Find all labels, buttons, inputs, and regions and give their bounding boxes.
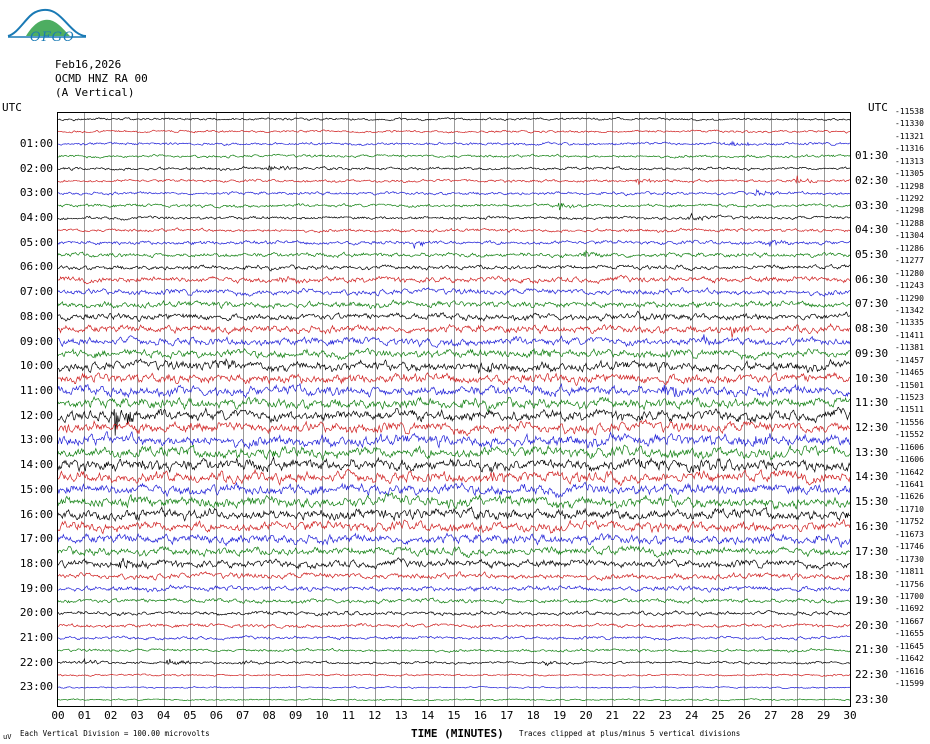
logo-text: OFGO xyxy=(30,30,75,45)
seismic-trace xyxy=(58,457,850,472)
scale-value: -11523 xyxy=(895,393,924,402)
hour-label-left: 06:00 xyxy=(19,260,53,274)
clip-note: Traces clipped at plus/minus 5 vertical divisions xyxy=(519,729,741,738)
hour-label-right: 17:30 xyxy=(855,544,889,558)
x-tick-label: 18 xyxy=(526,709,540,722)
x-tick-label: 15 xyxy=(447,709,461,722)
seismic-trace xyxy=(58,659,850,666)
scale-value: -11606 xyxy=(895,455,924,465)
seismic-trace xyxy=(58,334,850,347)
trace-canvas xyxy=(58,113,850,706)
x-tick-label: 26 xyxy=(737,709,752,722)
seismic-trace xyxy=(58,166,850,171)
hour-label-left: 19:00 xyxy=(19,581,53,595)
x-tick-label: 28 xyxy=(790,709,804,722)
utc-label-left: UTC xyxy=(2,101,22,114)
hour-label-left: 21:00 xyxy=(19,631,53,645)
scale-value: -11305 xyxy=(895,169,924,179)
x-axis-title: TIME (MINUTES) xyxy=(411,727,504,740)
scale-note: Each Vertical Division = 100.00 microvolts xyxy=(20,729,210,738)
scale-value: -11552 xyxy=(895,430,924,440)
hour-label-right: 01:30 xyxy=(855,149,889,163)
scale-value: -11298 xyxy=(895,181,924,191)
scale-value: -11313 xyxy=(895,156,924,166)
scale-value: -11756 xyxy=(895,579,924,589)
x-tick-label: 13 xyxy=(394,709,408,722)
hour-label-right: 06:30 xyxy=(855,272,889,286)
hour-label-right: 20:30 xyxy=(855,618,889,632)
seismic-trace xyxy=(58,623,850,628)
seismic-trace xyxy=(58,348,850,359)
scale-value: -11746 xyxy=(895,542,924,552)
seismic-trace xyxy=(58,610,850,616)
hour-label-left: 22:00 xyxy=(19,655,53,669)
hour-label-right: 22:30 xyxy=(855,668,889,682)
x-tick-label: 23 xyxy=(658,709,672,722)
seismic-trace xyxy=(58,176,850,184)
hour-label-left: 05:00 xyxy=(19,235,53,249)
x-tick-label: 03 xyxy=(130,709,144,722)
hour-label-left: 08:00 xyxy=(19,309,53,323)
scale-value: -11606 xyxy=(895,442,924,452)
hour-label-right: 15:30 xyxy=(855,495,889,509)
seismic-trace xyxy=(58,324,850,338)
scale-value: -11556 xyxy=(895,417,924,427)
x-tick-label: 20 xyxy=(579,709,593,722)
hour-label-left: 10:00 xyxy=(19,359,53,373)
seismic-trace xyxy=(58,445,850,460)
seismic-trace xyxy=(58,533,850,547)
seismic-trace xyxy=(58,520,850,534)
x-tick-label: 04 xyxy=(156,709,171,722)
hour-label-right: 05:30 xyxy=(855,248,889,262)
seismic-trace xyxy=(58,507,850,521)
seismic-trace xyxy=(58,397,850,412)
scale-value: -11700 xyxy=(895,591,924,601)
scale-value: -11335 xyxy=(895,318,924,328)
hour-label-right: 18:30 xyxy=(855,569,889,583)
hour-label-left: 15:00 xyxy=(19,482,53,496)
x-tick-label: 00 xyxy=(51,709,65,722)
x-tick-label: 12 xyxy=(368,709,382,722)
seismic-trace xyxy=(58,288,850,297)
hour-label-left: 04:00 xyxy=(19,211,53,224)
seismic-trace xyxy=(58,493,850,509)
seismic-trace xyxy=(58,275,850,284)
scale-value: -11290 xyxy=(895,293,924,303)
x-tick-label: 07 xyxy=(236,709,250,722)
scale-value: -11292 xyxy=(895,194,924,204)
x-tick-label: 02 xyxy=(104,709,118,722)
scale-value: -11626 xyxy=(895,492,924,502)
scale-value: -11501 xyxy=(895,380,924,390)
hour-label-right: 09:30 xyxy=(855,346,889,360)
seismic-trace xyxy=(58,190,850,196)
scale-value: -11277 xyxy=(895,256,924,266)
scale-value: -11710 xyxy=(895,504,924,514)
x-tick-label: 25 xyxy=(711,709,725,722)
seismic-trace xyxy=(58,240,850,248)
scale-value: -11655 xyxy=(895,629,924,639)
scale-value: -11381 xyxy=(895,343,924,353)
scale-value: -11457 xyxy=(895,355,924,365)
x-tick-label: 30 xyxy=(843,709,857,722)
seismic-trace xyxy=(58,228,850,233)
hour-label-left: 20:00 xyxy=(19,606,53,620)
scale-value: -11304 xyxy=(895,231,924,241)
scale-value: -11692 xyxy=(895,604,924,614)
seismic-trace xyxy=(58,546,850,558)
seismic-trace xyxy=(58,359,850,373)
record-date: Feb16,2026 xyxy=(55,58,122,71)
seismic-trace xyxy=(58,420,850,436)
x-tick-label: 11 xyxy=(341,709,356,722)
scale-value: -11511 xyxy=(895,405,924,415)
units-mark: uV xyxy=(3,733,12,741)
scale-value: -11667 xyxy=(895,616,924,626)
scale-value: -11538 xyxy=(895,107,924,116)
scale-value: -11243 xyxy=(895,281,924,291)
x-tick-label: 14 xyxy=(420,709,435,722)
scale-value: -11642 xyxy=(895,467,924,477)
seismic-trace xyxy=(58,407,850,435)
scale-value: -11599 xyxy=(895,679,924,688)
scale-value: -11642 xyxy=(895,654,924,664)
seismic-trace xyxy=(58,699,850,701)
scale-value: -11616 xyxy=(895,666,924,676)
scale-value: -11811 xyxy=(895,567,924,577)
seismic-trace xyxy=(58,300,850,309)
hour-label-left: 11:00 xyxy=(19,383,53,397)
seismic-trace xyxy=(58,598,850,604)
scale-value: -11286 xyxy=(895,243,924,253)
scale-value: -11641 xyxy=(895,480,924,490)
scale-value: -11411 xyxy=(895,330,924,340)
x-tick-label: 17 xyxy=(500,709,514,722)
x-tick-label: 22 xyxy=(632,709,646,722)
x-tick-label: 16 xyxy=(473,709,488,722)
seismic-trace xyxy=(58,154,850,158)
utc-label-right: UTC xyxy=(868,101,888,114)
scale-value: -11330 xyxy=(895,119,924,129)
hour-label-left: 02:00 xyxy=(19,161,53,175)
hour-label-left: 07:00 xyxy=(19,285,53,299)
scale-value: -11342 xyxy=(895,305,924,315)
seismic-trace xyxy=(58,469,850,485)
x-tick-label: 09 xyxy=(288,709,303,722)
hour-label-left: 18:00 xyxy=(19,556,53,570)
seismic-trace xyxy=(58,311,850,321)
x-tick-label: 27 xyxy=(764,709,778,722)
scale-value: -11288 xyxy=(895,218,924,228)
x-tick-label: 19 xyxy=(552,709,567,722)
x-tick-label: 08 xyxy=(262,709,276,722)
x-tick-label: 21 xyxy=(605,709,620,722)
hour-label-right: 16:30 xyxy=(855,519,889,533)
hour-label-left: 16:00 xyxy=(19,507,53,521)
hour-label-right: 03:30 xyxy=(855,198,889,212)
hour-label-right: 02:30 xyxy=(855,173,889,187)
component-label: (A Vertical) xyxy=(55,86,135,99)
x-tick-label: 05 xyxy=(183,709,197,722)
seismic-trace xyxy=(58,636,850,641)
seismic-trace xyxy=(58,572,850,581)
seismic-trace xyxy=(58,251,850,258)
hour-label-right: 10:30 xyxy=(855,371,889,385)
seismic-trace xyxy=(58,203,850,210)
scale-value: -11280 xyxy=(895,268,924,278)
hour-label-right: 07:30 xyxy=(855,297,889,311)
hour-label-right: 21:30 xyxy=(855,643,889,657)
hour-label-right: 08:30 xyxy=(855,322,889,336)
hour-label-left: 01:00 xyxy=(19,136,53,150)
scale-value: -11316 xyxy=(895,144,924,154)
hour-label-left: 13:00 xyxy=(19,433,53,447)
seismic-trace xyxy=(58,117,850,120)
hour-label-left: 17:00 xyxy=(19,532,53,546)
scale-value: -11673 xyxy=(895,529,924,539)
helicorder-plot xyxy=(57,112,851,707)
hour-label-right: 13:30 xyxy=(855,445,889,459)
scale-value: -11752 xyxy=(895,517,924,527)
scale-value: -11321 xyxy=(895,131,924,141)
x-tick-label: 29 xyxy=(816,709,831,722)
scale-value: -11465 xyxy=(895,368,924,378)
scale-value: -11730 xyxy=(895,554,924,564)
seismic-trace xyxy=(58,648,850,652)
seismic-trace xyxy=(58,482,850,497)
seismic-trace xyxy=(58,214,850,221)
scale-value: -11645 xyxy=(895,641,924,651)
hour-label-right: 11:30 xyxy=(855,396,889,410)
x-tick-label: 01 xyxy=(77,709,92,722)
seismic-trace xyxy=(58,142,850,146)
hour-label-left: 09:00 xyxy=(19,334,53,348)
hour-label-left: 14:00 xyxy=(19,458,53,472)
seismic-trace xyxy=(58,558,850,570)
x-tick-label: 24 xyxy=(684,709,699,722)
hour-label-left: 03:00 xyxy=(19,186,53,200)
hour-label-left: 12:00 xyxy=(19,408,53,422)
hour-label-right: 23:30 xyxy=(855,692,889,706)
x-tick-label: 06 xyxy=(209,709,224,722)
hour-label-right: 12:30 xyxy=(855,421,889,435)
seismic-trace xyxy=(58,384,850,398)
hour-label-right: 04:30 xyxy=(855,223,889,237)
hour-label-right: 14:30 xyxy=(855,470,889,484)
scale-value: -11298 xyxy=(895,206,924,216)
seismic-trace xyxy=(58,686,850,688)
seismic-trace xyxy=(58,130,850,133)
hour-label-left: 23:00 xyxy=(19,680,53,694)
x-tick-label: 10 xyxy=(315,709,329,722)
hour-label-right: 19:30 xyxy=(855,593,889,607)
station-code: OCMD HNZ RA 00 xyxy=(55,72,148,85)
seismic-trace xyxy=(58,373,850,386)
seismic-trace xyxy=(58,264,850,271)
observatory-logo xyxy=(6,6,88,50)
seismic-trace xyxy=(58,585,850,592)
seismic-trace xyxy=(58,674,850,677)
